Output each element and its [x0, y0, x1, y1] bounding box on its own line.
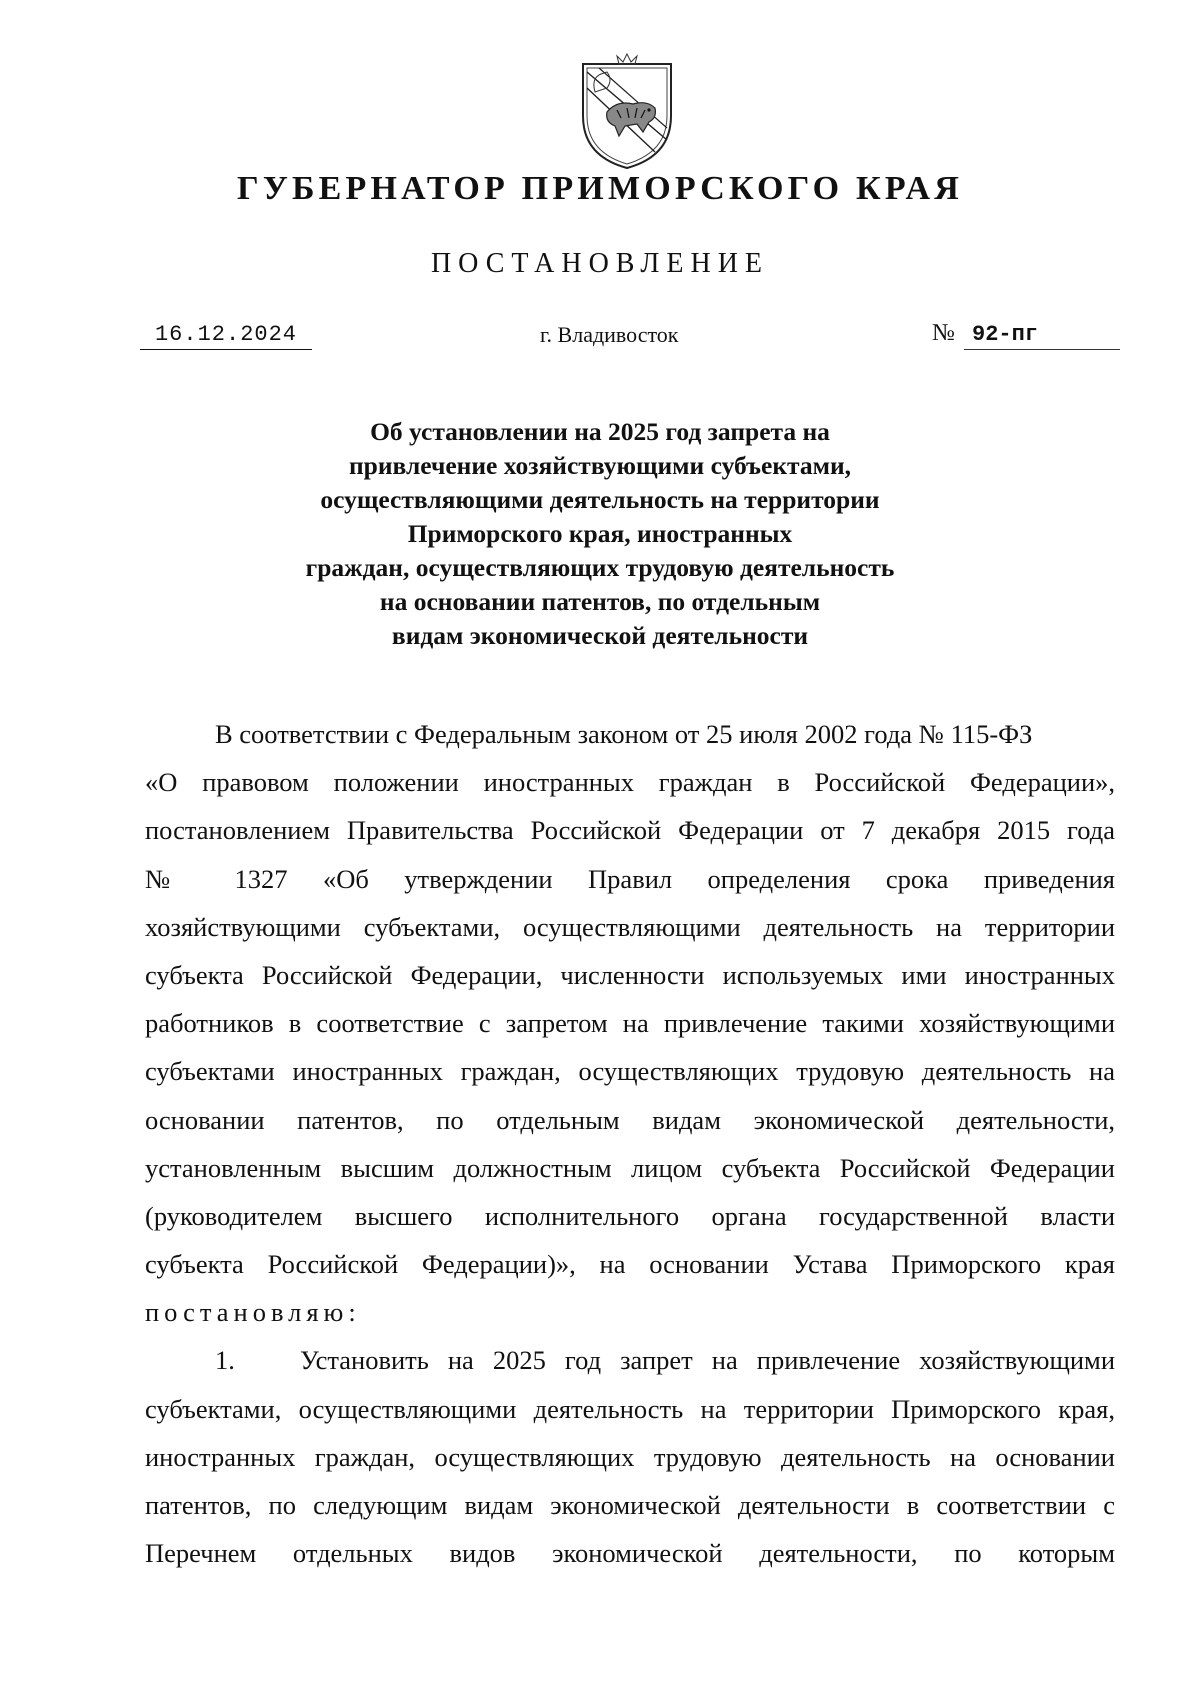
preamble-line: постановлением Правительства Российской Федерации от 7 декабря 2015 года [145, 815, 1115, 846]
item-1-line: Перечнем отдельных видов экономической деятельности, по которым [145, 1538, 1115, 1569]
document-body [145, 710, 1115, 1577]
heading-line: на основании патентов, по отдельным [379, 587, 821, 616]
heading-line: привлечение хозяйствующими субъектами, [348, 451, 852, 480]
preamble-line: работников в соответствие с запретом на привлечение такими хозяйствующими [145, 1008, 1115, 1039]
document-meta-row [0, 322, 1200, 362]
preamble-line: основании патентов, по отдельным видам экономической деятельности, [145, 1104, 1115, 1135]
item-1-first-line [145, 1336, 1115, 1384]
heading-line: осуществляющими деятельность на территории [320, 485, 880, 514]
preamble-line: (руководителем высшего исполнительного органа государственной власти [145, 1200, 1115, 1231]
preamble-line: субъектами иностранных граждан, осуществляющих трудовую деятельность на [145, 1056, 1115, 1087]
primorye-coat-of-arms-icon [577, 52, 677, 172]
governor-title: ГУБЕРНАТОР ПРИМОРСКОГО КРАЯ [237, 170, 963, 207]
item-1-line: иностранных граждан, осуществляющих трудовую деятельность на основании [145, 1441, 1115, 1472]
document-heading [200, 415, 1000, 653]
resolve-word: постановляю: [145, 1297, 361, 1328]
document-city: г. Владивосток [540, 322, 679, 347]
item-1-number: 1. [215, 1345, 235, 1376]
preamble-line: № 1327 «Об утверждении Правил определения срока приведения [145, 863, 1115, 894]
item-1-line: Установить на 2025 год запрет на привлечение хозяйствующими [300, 1345, 1115, 1376]
preamble-line: субъекта Российской Федерации)», на основании Устава Приморского края [145, 1249, 1115, 1280]
number-sign: № [932, 320, 955, 346]
item-1-line: субъектами, осуществляющими деятельность на территории Приморского края, [145, 1393, 1115, 1424]
preamble-line: хозяйствующими субъектами, осуществляющими деятельность на территории [145, 911, 1115, 942]
preamble-line: субъекта Российской Федерации, численности используемых ими иностранных [145, 959, 1115, 990]
heading-line: Об установлении на 2025 год запрета на [370, 417, 830, 446]
item-1-line: патентов, по следующим видам экономической деятельности в соответствии с [145, 1490, 1115, 1520]
heading-line: Приморского края, иностранных [407, 519, 793, 548]
number-underline [964, 349, 1120, 350]
document-date: 16.12.2024 [140, 322, 312, 350]
preamble-line: установленным высшим должностным лицом субъекта Российской Федерации [145, 1152, 1115, 1183]
document-number [932, 320, 1120, 350]
preamble-line: «О правовом положении иностранных граждан в Российской Федерации», [145, 767, 1115, 798]
document-type: ПОСТАНОВЛЕНИЕ [430, 248, 770, 279]
heading-line: видам экономической деятельности [391, 621, 809, 650]
heading-line: граждан, осуществляющих трудовую деятельность [305, 553, 895, 582]
preamble-line: В соответствии с Федеральным законом от 25 июля 2002 года № 115-ФЗ [215, 719, 1033, 749]
number-value: 92-пг [972, 322, 1039, 347]
